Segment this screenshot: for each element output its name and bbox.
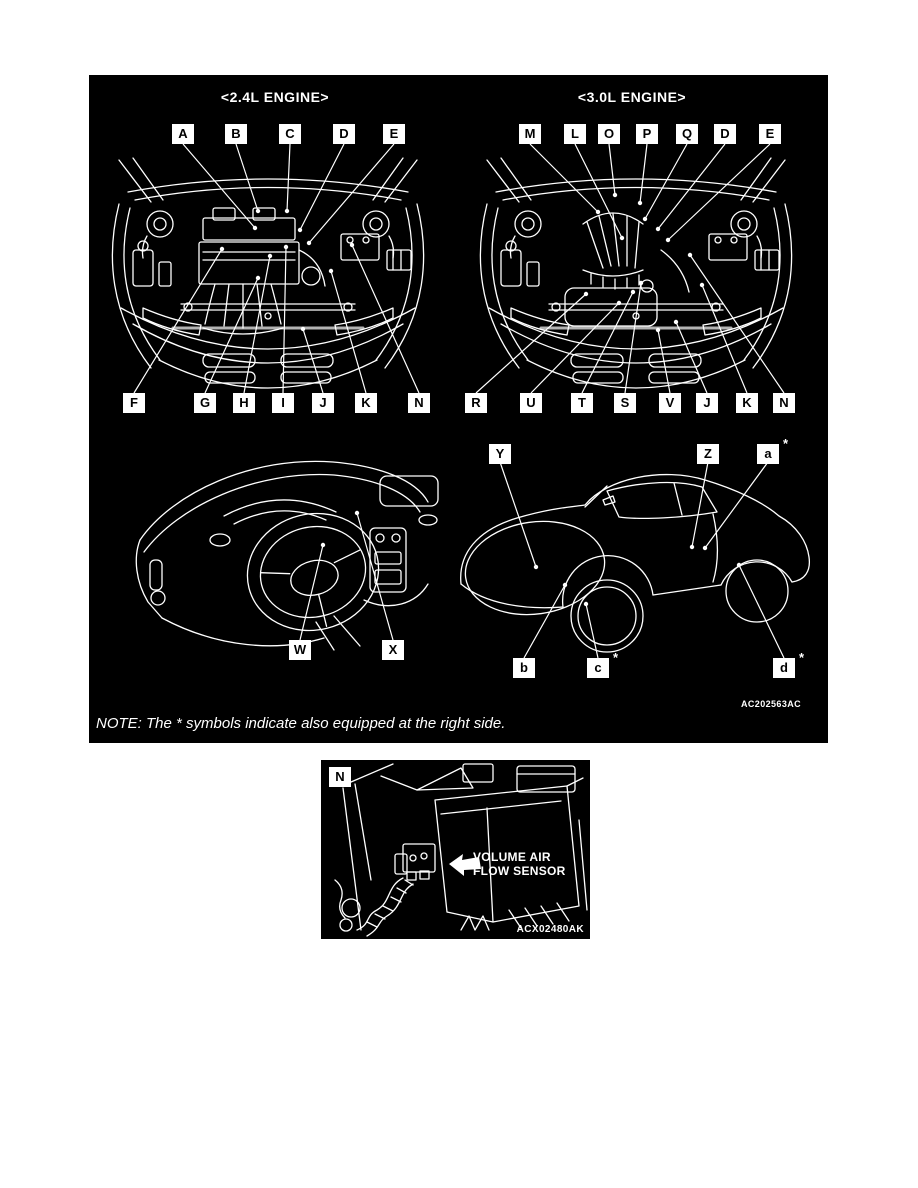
label-e24-I: I <box>272 393 294 413</box>
label-car-d <box>773 650 804 678</box>
label-e24-D: D <box>333 124 355 144</box>
figure-note: NOTE: The * symbols indicate also equipped at the right side. <box>96 715 506 732</box>
label-dash-X: X <box>382 640 404 660</box>
volume-air-flow-sensor-figure <box>319 758 592 941</box>
label-letter: c <box>587 658 609 678</box>
label-e30-J: J <box>696 393 718 413</box>
label-e24-H: H <box>233 393 255 413</box>
label-e30-K: K <box>736 393 758 413</box>
label-e30-T: T <box>571 393 593 413</box>
figure2-code: ACX02480AK <box>516 924 584 935</box>
sensor-callout <box>473 850 566 878</box>
label-e30-Q: Q <box>676 124 698 144</box>
label-e30-V: V <box>659 393 681 413</box>
label-letter: a <box>757 444 779 464</box>
label-e30-S: S <box>614 393 636 413</box>
label-car-c <box>587 650 618 678</box>
label-e24-A: A <box>172 124 194 144</box>
label-e30-N: N <box>773 393 795 413</box>
car-side-art <box>459 475 809 652</box>
label-e24-B: B <box>225 124 247 144</box>
label-e30-M: M <box>519 124 541 144</box>
label-fig2-N: N <box>329 767 351 787</box>
label-e30-L: L <box>564 124 586 144</box>
engine30-title: <3.0L ENGINE> <box>577 89 687 105</box>
label-dash-W: W <box>289 640 311 660</box>
label-e24-C: C <box>279 124 301 144</box>
label-e24-E: E <box>383 124 405 144</box>
label-car-a <box>757 436 788 464</box>
label-e24-G: G <box>194 393 216 413</box>
label-letter: d <box>773 658 795 678</box>
label-e30-U: U <box>520 393 542 413</box>
callout-line1: VOLUME AIR <box>473 850 551 864</box>
engine24-title: <2.4L ENGINE> <box>220 89 330 105</box>
label-e30-D: D <box>714 124 736 144</box>
asterisk: * <box>798 650 804 665</box>
label-car-b: b <box>513 658 535 678</box>
asterisk: * <box>612 650 618 665</box>
dashboard-art <box>136 461 438 650</box>
callout-line2: FLOW SENSOR <box>473 864 566 878</box>
label-e24-N: N <box>408 393 430 413</box>
label-e24-J: J <box>312 393 334 413</box>
engine30-art <box>565 213 689 326</box>
asterisk: * <box>782 436 788 451</box>
label-e30-R: R <box>465 393 487 413</box>
label-e30-E: E <box>759 124 781 144</box>
figure1-code: AC202563AC <box>741 699 802 709</box>
label-e24-K: K <box>355 393 377 413</box>
component-location-figure <box>89 75 828 743</box>
label-car-Y: Y <box>489 444 511 464</box>
leader-lines <box>134 144 784 658</box>
label-car-Z: Z <box>697 444 719 464</box>
label-e30-P: P <box>636 124 658 144</box>
label-e24-F: F <box>123 393 145 413</box>
label-e30-O: O <box>598 124 620 144</box>
engine24-art <box>199 208 325 334</box>
